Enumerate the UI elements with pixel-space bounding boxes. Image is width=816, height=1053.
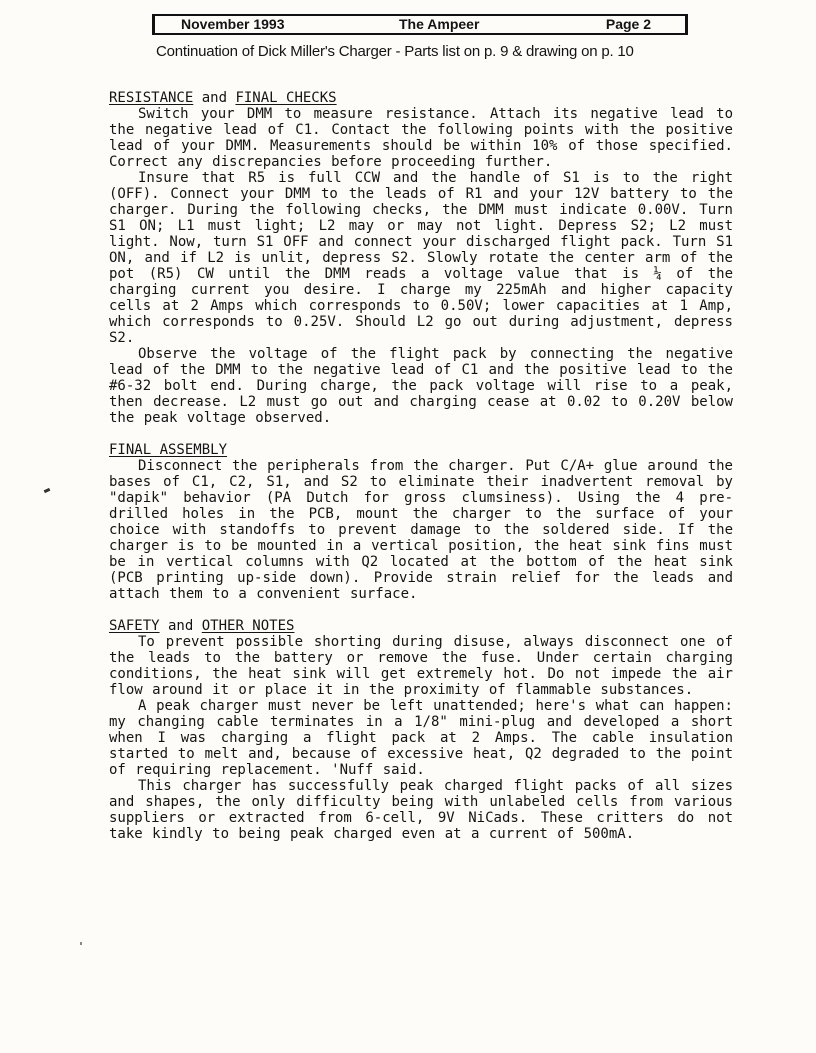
heading-part-1: SAFETY (109, 618, 160, 634)
header-page-number: Page 2 (605, 16, 651, 32)
section-heading (109, 442, 733, 458)
heading-joiner: and (159, 618, 202, 634)
paragraph: A peak charger must never be left unattended; here's what can happen: my changing cable terminates in a 1/8" mini-plug and developed a short when I was charging a flight pack at 2 Amps. The cable insulation started to melt and, because of excessive heat, Q2 degraded to the point of requiring replacement. 'Nuff said. (109, 698, 733, 778)
section-heading (109, 618, 733, 634)
ink-speck (44, 488, 51, 493)
paragraph: Insure that R5 is full CCW and the handle of S1 is to the right (OFF). Connect your DMM to the leads of R1 and your 12V battery to the charger. During the following checks, the DMM must indicate 0.00V. Turn S1 ON; L1 must light; L2 may or may not light. Depress S2; L2 must light. Now, turn S1 OFF and connect your discharged flight pack. Turn S1 ON, and if L2 is unlit, depress S2. Slowly rotate the center arm of the pot (R5) CW until the DMM reads a voltage value that is ¼ of the charging current you desire. I charge my 225mAh and higher capacity cells at 2 Amps which corresponds to 0.50V; lower capacities at 1 Amp, which corresponds to 0.25V. Should L2 go out during adjustment, depress S2. (109, 170, 733, 346)
heading-part-2: OTHER NOTES (201, 618, 295, 634)
paragraph: Disconnect the peripherals from the charger. Put C/A+ glue around the bases of C1, C2, S1, and S2 to eliminate their inadvertent removal by "dapik" behavior (PA Dutch for gross clumsiness). Using the 4 pre-drilled holes in the PCB, mount the charger to the surface of your choice with standoffs to prevent damage to the soldered side. If the charger is to be mounted in a vertical position, the heat sink fins must be in vertical columns with Q2 located at the bottom of the heat sink (PCB printing up-side down). Provide strain relief for the leads and attach them to a convenient surface. (109, 458, 733, 602)
page-header-box (152, 14, 688, 35)
heading-part-1: RESISTANCE (109, 90, 194, 106)
heading-part-2: FINAL CHECKS (235, 90, 337, 106)
paragraph: Switch your DMM to measure resistance. Attach its negative lead to the negative lead of C1. Contact the following points with the positive lead of your DMM. Measurements should be within 10% of those specified. Correct any discrepancies before proceeding further. (109, 106, 733, 170)
section-heading (109, 90, 733, 106)
ink-speck (80, 942, 82, 945)
article-body (109, 90, 733, 842)
header-publication: The Ampeer (399, 16, 480, 32)
paragraph: Observe the voltage of the flight pack by connecting the negative lead of the DMM to the negative lead of C1 and the positive lead to the #6-32 bolt end. During charge, the pack voltage will rise to a peak, then decrease. L2 must go out and charging cease at 0.02 to 0.20V below the peak voltage observed. (109, 346, 733, 426)
section-final-assembly (109, 442, 733, 602)
heading-part-1: FINAL ASSEMBLY (109, 442, 228, 458)
paragraph: This charger has successfully peak charged flight packs of all sizes and shapes, the only difficulty being with unlabeled cells from various suppliers or extracted from 6-cell, 9V NiCads. These critters do not take kindly to being peak charged even at a current of 500mA. (109, 778, 733, 842)
section-safety-other-notes (109, 618, 733, 842)
paragraph: To prevent possible shorting during disuse, always disconnect one of the leads to the battery or remove the fuse. Under certain charging conditions, the heat sink will get extremely hot. Do not impede the air flow around it or place it in the proximity of flammable substances. (109, 634, 733, 698)
heading-joiner: and (193, 90, 236, 106)
header-date: November 1993 (181, 16, 285, 32)
continuation-note: Continuation of Dick Miller's Charger - Parts list on p. 9 & drawing on p. 10 (156, 43, 634, 60)
section-resistance-final-checks (109, 90, 733, 426)
